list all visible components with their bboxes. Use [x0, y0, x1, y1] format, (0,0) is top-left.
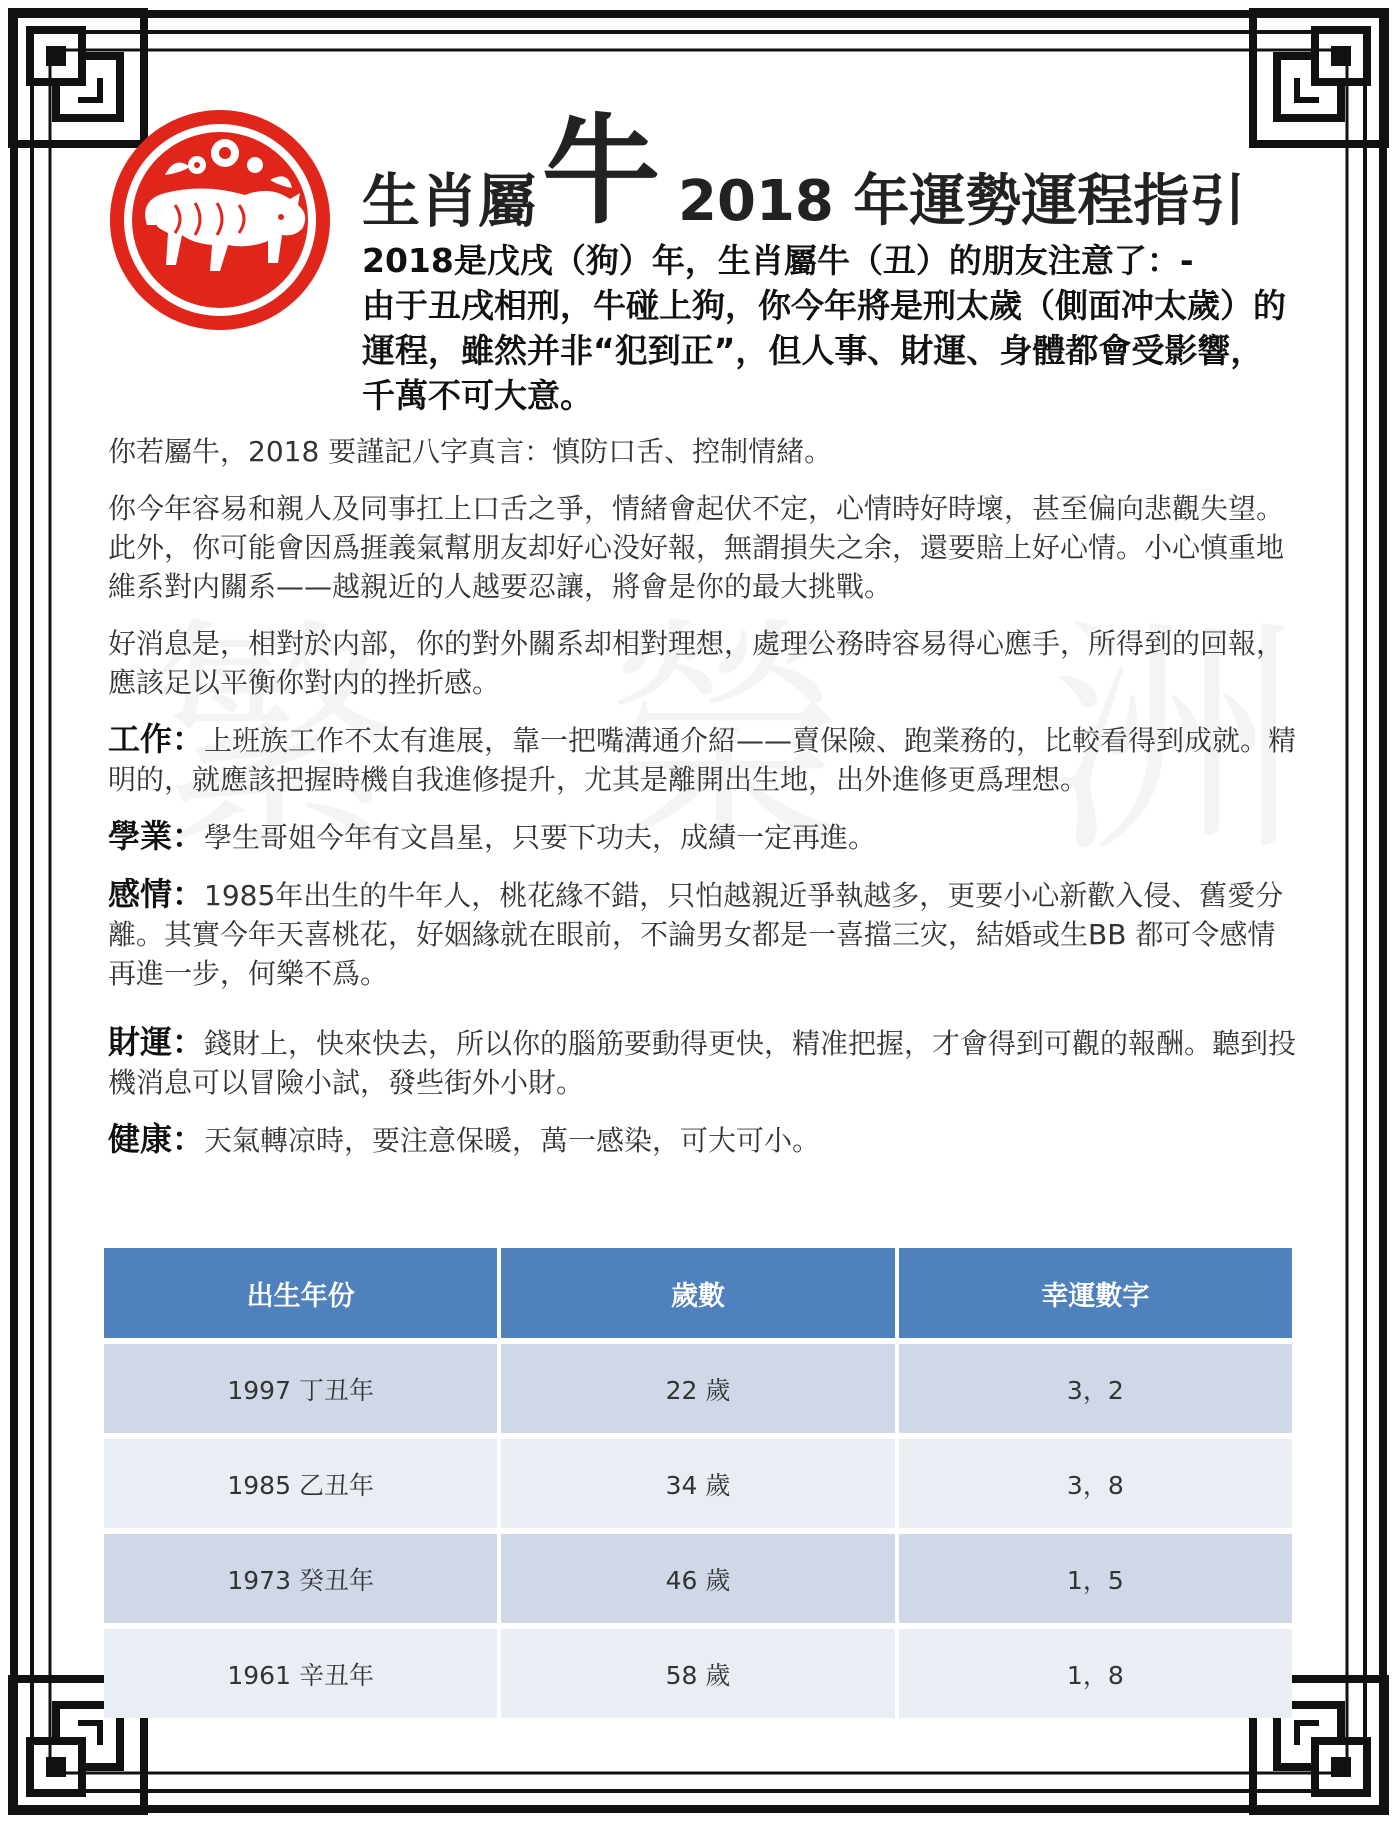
- table-row: [104, 1344, 1292, 1433]
- title-suffix: 2018 年運勢運程指引: [678, 169, 1246, 234]
- table-row: [104, 1629, 1292, 1718]
- cell-birth-year: 1985 乙丑年: [104, 1439, 497, 1528]
- section-text: 學生哥姐今年有文昌星，只要下功夫，成績一定再進。: [204, 821, 877, 854]
- cell-age: 22 歲: [501, 1344, 894, 1433]
- column-header-lucky-number: 幸運數字: [899, 1248, 1292, 1338]
- cell-birth-year: 1961 辛丑年: [104, 1629, 497, 1718]
- section-text: 上班族工作不太有進展，靠一把嘴溝通介紹——賣保險、跑業務的，比較看得到成就。精明的，就應該把握時機自我進修提升，尤其是離開出生地，出外進修更爲理想。: [108, 724, 1297, 796]
- cell-age: 46 歲: [501, 1534, 894, 1623]
- cell-lucky-number: 3，2: [899, 1344, 1292, 1433]
- lucky-number-table: [100, 1242, 1296, 1724]
- paragraph: 好消息是，相對於内部，你的對外關系却相對理想，處理公務時容易得心應手，所得到的回報，應該足以平衡你對内的挫折感。: [108, 627, 1285, 699]
- section-study: [108, 817, 1303, 857]
- intro-line: 2018是戊戌（狗）年，生肖屬牛（丑）的朋友注意了：-: [362, 241, 1194, 280]
- section-label: 感情：: [108, 875, 205, 913]
- section-text: 1985年出生的牛年人，桃花緣不錯，只怕越親近爭執越多，更要小心新歡入侵、舊愛分離。其實今年天喜桃花，好姻緣就在眼前，不論男女都是一喜擋三灾，結婚或生BB 都可令感情再進一步，何樂不爲。: [108, 879, 1284, 990]
- section-label: 學業：: [108, 817, 205, 855]
- section-health: [108, 1120, 1303, 1160]
- section-text: 錢財上，快來快去，所以你的腦筋要動得更快，精准把握，才會得到可觀的報酬。聽到投機消息可以冒險小試，發些街外小財。: [108, 1027, 1297, 1099]
- intro-line: 由于丑戌相刑，牛碰上狗，你今年將是刑太歲（側面冲太歲）的運程，雖然并非“犯到正”，但人事、財運、身體都會受影響，千萬不可大意。: [362, 286, 1286, 415]
- section-love: [108, 875, 1303, 993]
- cell-lucky-number: 1，8: [899, 1629, 1292, 1718]
- column-header-birth-year: 出生年份: [104, 1248, 497, 1338]
- section-text: 天氣轉凉時，要注意保暖，萬一感染，可大可小。: [204, 1124, 821, 1157]
- intro-block: [362, 238, 1292, 418]
- table-row: [104, 1534, 1292, 1623]
- cell-birth-year: 1997 丁丑年: [104, 1344, 497, 1433]
- paragraph: 你今年容易和親人及同事扛上口舌之爭，情緒會起伏不定，心情時好時壞，甚至偏向悲觀失望。此外，你可能會因爲捱義氣幫朋友却好心没好報，無謂損失之余，還要賠上好心情。小心慎重地維系對内關系——越親近的人越要忍讓，將會是你的最大挑戰。: [108, 492, 1285, 603]
- section-label: 工作：: [108, 720, 205, 758]
- section-wealth: [108, 1023, 1303, 1102]
- cell-lucky-number: 3，8: [899, 1439, 1292, 1528]
- cell-age: 34 歲: [501, 1439, 894, 1528]
- section-label: 健康：: [108, 1120, 205, 1158]
- table-header-row: [104, 1248, 1292, 1338]
- paragraph: 你若屬牛，2018 要謹記八字真言：慎防口舌、控制情緒。: [108, 435, 833, 468]
- ox-papercut-seal-icon: [105, 105, 335, 335]
- table-row: [104, 1439, 1292, 1528]
- title-animal: 牛: [542, 102, 661, 240]
- title-prefix: 生肖屬: [362, 167, 537, 235]
- page-title: [362, 102, 1246, 240]
- section-work: [108, 720, 1303, 799]
- article-body: [108, 432, 1303, 1178]
- section-label: 財運：: [108, 1023, 205, 1061]
- cell-lucky-number: 1，5: [899, 1534, 1292, 1623]
- cell-age: 58 歲: [501, 1629, 894, 1718]
- cell-birth-year: 1973 癸丑年: [104, 1534, 497, 1623]
- column-header-age: 歲數: [501, 1248, 894, 1338]
